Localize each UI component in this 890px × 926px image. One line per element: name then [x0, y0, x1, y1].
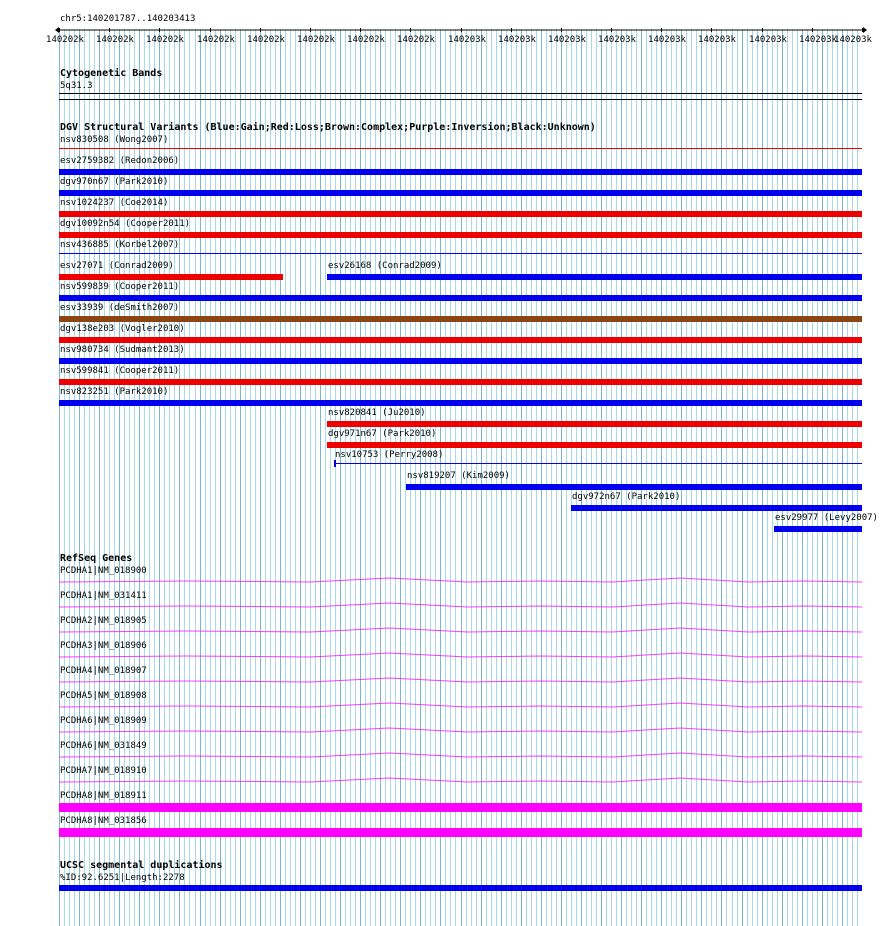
- ruler-tick-label: 140203k: [749, 35, 787, 45]
- dgv-feature-label[interactable]: nsv599839 (Cooper2011): [60, 282, 180, 292]
- dgv-feature-label[interactable]: esv29977 (Levy2007): [775, 513, 878, 523]
- ruler-tick-mark: [360, 28, 361, 32]
- ruler-tick-label: 140203k: [548, 35, 586, 45]
- gene-label[interactable]: PCDHA2|NM_018905: [60, 616, 147, 626]
- dgv-feature-label[interactable]: esv27071 (Conrad2009): [60, 261, 174, 271]
- dgv-feature-label[interactable]: esv2759382 (Redon2006): [60, 156, 180, 166]
- segdup-feature-label[interactable]: %ID:92.6251|Length:2278: [60, 873, 185, 883]
- ruler-tick-label: 140202k: [96, 35, 134, 45]
- ruler-tick-mark: [461, 28, 462, 32]
- ruler-tick-mark: [310, 28, 311, 32]
- ruler-tick-label: 140203k: [834, 35, 872, 45]
- ruler-tick-mark: [59, 28, 60, 32]
- ruler-tick-label: 140202k: [247, 35, 285, 45]
- ruler-tick-mark: [862, 28, 863, 32]
- ruler-tick-mark: [661, 28, 662, 32]
- dgv-feature-label[interactable]: esv33939 (deSmith2007): [60, 303, 180, 313]
- gene-label[interactable]: PCDHA7|NM_018910: [60, 766, 147, 776]
- cytoband-label[interactable]: 5q31.3: [60, 81, 93, 91]
- ruler-tick-label: 140202k: [397, 35, 435, 45]
- segdup-track-title: UCSC segmental duplications: [60, 860, 223, 871]
- ruler-tick-mark: [410, 28, 411, 32]
- cytoband-line-top: [59, 93, 862, 94]
- gene-label[interactable]: PCDHA8|NM_018911: [60, 791, 147, 801]
- refseq-track-title: RefSeq Genes: [60, 553, 133, 564]
- cytoband-line-bottom: [59, 99, 862, 100]
- dgv-feature-label[interactable]: dgv972n67 (Park2010): [572, 492, 681, 502]
- dgv-feature-label[interactable]: nsv819207 (Kim2009): [407, 471, 510, 481]
- dgv-feature-label[interactable]: nsv10753 (Perry2008): [335, 450, 444, 460]
- ruler-tick-mark: [210, 28, 211, 32]
- ruler-tick-mark: [561, 28, 562, 32]
- gene-label[interactable]: PCDHA6|NM_031849: [60, 741, 147, 751]
- ruler-tick-label: 140203k: [498, 35, 536, 45]
- gene-label[interactable]: PCDHA8|NM_031856: [60, 816, 147, 826]
- dgv-feature-label[interactable]: dgv10092n54 (Cooper2011): [60, 219, 191, 229]
- dgv-feature-label[interactable]: nsv1024237 (Coe2014): [60, 198, 169, 208]
- dgv-feature-label[interactable]: nsv823251 (Park2010): [60, 387, 169, 397]
- ruler-tick-label: 140203k: [448, 35, 486, 45]
- dgv-feature-label[interactable]: nsv820841 (Ju2010): [328, 408, 426, 418]
- ruler-tick-label: 140202k: [297, 35, 335, 45]
- dgv-feature-label[interactable]: nsv830508 (Wong2007): [60, 135, 169, 145]
- ruler-tick-mark: [812, 28, 813, 32]
- dgv-feature-label[interactable]: dgv138e203 (Vogler2010): [60, 324, 185, 334]
- ruler-tick-mark: [611, 28, 612, 32]
- ruler-tick-label: 140202k: [197, 35, 235, 45]
- gene-label[interactable]: PCDHA5|NM_018908: [60, 691, 147, 701]
- dgv-feature-label[interactable]: nsv599841 (Cooper2011): [60, 366, 180, 376]
- segdup-feature-bar[interactable]: [59, 885, 862, 891]
- dgv-feature-label[interactable]: nsv980734 (Sudmant2013): [60, 345, 185, 355]
- gene-exon-bar[interactable]: [59, 803, 862, 812]
- ruler-tick-label: 140202k: [146, 35, 184, 45]
- ruler-tick-label: 140202k: [347, 35, 385, 45]
- ruler-tick-label: 140203k: [598, 35, 636, 45]
- ruler-tick-mark: [109, 28, 110, 32]
- ruler-tick-mark: [762, 28, 763, 32]
- gene-exon-bar[interactable]: [59, 828, 862, 837]
- dgv-feature-label[interactable]: nsv436885 (Korbel2007): [60, 240, 180, 250]
- dgv-feature-label[interactable]: dgv971n67 (Park2010): [328, 429, 437, 439]
- gene-label[interactable]: PCDHA3|NM_018906: [60, 641, 147, 651]
- ruler-tick-label: 140203k: [648, 35, 686, 45]
- gene-label[interactable]: PCDHA4|NM_018907: [60, 666, 147, 676]
- ruler-tick-label: 140203k: [698, 35, 736, 45]
- ruler-tick-mark: [711, 28, 712, 32]
- ruler-tick-mark: [159, 28, 160, 32]
- dgv-feature-label[interactable]: esv26168 (Conrad2009): [328, 261, 442, 271]
- dgv-track-title: DGV Structural Variants (Blue:Gain;Red:Loss;Brown:Complex;Purple:Inversion;Black:Unknown): [60, 122, 596, 133]
- gene-label[interactable]: PCDHA6|NM_018909: [60, 716, 147, 726]
- gene-label[interactable]: PCDHA1|NM_031411: [60, 591, 147, 601]
- gene-label[interactable]: PCDHA1|NM_018900: [60, 566, 147, 576]
- cytoband-track-title: Cytogenetic Bands: [60, 68, 163, 79]
- ruler-tick-mark: [511, 28, 512, 32]
- coordinate-label: chr5:140201787..140203413: [60, 14, 196, 24]
- ruler-tick-mark: [260, 28, 261, 32]
- dgv-feature-label[interactable]: dgv970n67 (Park2010): [60, 177, 169, 187]
- ruler-tick-label: 140202k: [46, 35, 84, 45]
- ruler-tick-label: 140203k: [799, 35, 837, 45]
